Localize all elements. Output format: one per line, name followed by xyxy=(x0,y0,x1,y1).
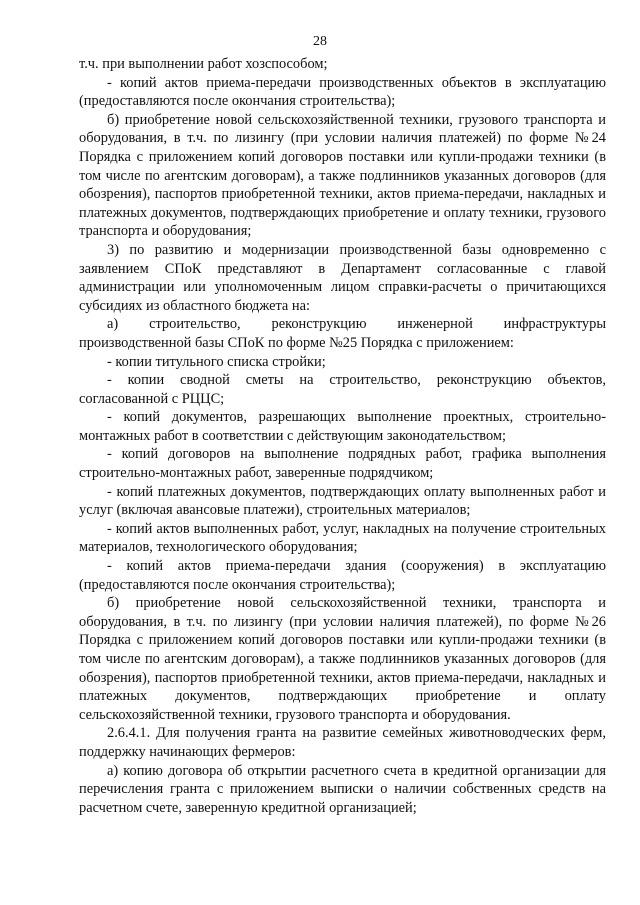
paragraph: б) приобретение новой сельскохозяйственной техники, транспорта и оборудования, в т.ч. по лизингу (при условии наличия платежей), по форме №26 Порядка с приложением копий договоров поставки или купли-продажи техники (в том числе по агентским договорам), а также подлинников указанных договоров (для обозрения), паспортов приобретенной техники, актов приема-передачи, накладных и платежных документов, подтверждающих приобретение и оплату сельскохозяйственной техники, грузового транспорта и оборудования. xyxy=(79,595,606,723)
document-body xyxy=(79,55,606,817)
paragraph: - копий актов приема-передачи здания (сооружения) в эксплуатацию (предоставляются после окончания строительства); xyxy=(79,558,606,593)
paragraph: б) приобретение новой сельскохозяйственной техники, грузового транспорта и оборудования, в т.ч. по лизингу (при условии наличия платежей) по форме №24 Порядка с приложением копий договоров поставки или купли-продажи техники (в том числе по агентским договорам), а также подлинников указанных договоров (для обозрения), паспортов приобретенной техники, актов приема-передачи, накладных и платежных документов, подтверждающих приобретение и оплату техники, грузового транспорта и оборудования; xyxy=(79,111,606,240)
paragraph: - копий платежных документов, подтверждающих оплату выполненных работ и услуг (включая авансовые платежи), строительных материалов; xyxy=(79,483,606,519)
paragraph: - копии титульного списка стройки; xyxy=(107,353,326,370)
paragraph: - копий документов, разрешающих выполнение проектных, строительно-монтажных работ в соответствии с действующим законодательством; xyxy=(79,409,606,444)
paragraph: 2.6.4.1. Для получения гранта на развитие семейных животноводческих ферм, поддержку начинающих фермеров: xyxy=(79,725,606,760)
paragraph: а) строительство, реконструкцию инженерной инфраструктуры производственной базы СПоК по форме №25 Порядка с приложением: xyxy=(79,316,606,351)
paragraph: а) копию договора об открытии расчетного счета в кредитной организации для перечисления гранта с приложением выписки о наличии собственных средств на расчетном счете, заверенную кредитной организацией; xyxy=(79,762,606,816)
paragraph: - копий актов выполненных работ, услуг, накладных на получение строительных материалов, технологического оборудования; xyxy=(79,520,606,556)
paragraph: - копии сводной сметы на строительство, реконструкцию объектов, согласованной с РЦЦС; xyxy=(79,372,606,407)
paragraph: 3) по развитию и модернизации производственной базы одновременно с заявлением СПоК представляют в Департамент согласованные с главой администрации или уполномоченным лицом справки-расчеты о причитающихся субсидиях из областного бюджета на: xyxy=(79,241,606,314)
paragraph: - копий актов приема-передачи производственных объектов в эксплуатацию (предоставляются после окончания строительства); xyxy=(79,74,606,110)
paragraph: - копий договоров на выполнение подрядных работ, графика выполнения строительно-монтажных работ, заверенные подрядчиком; xyxy=(79,446,606,482)
paragraph: т.ч. при выполнении работ хозспособом; xyxy=(79,56,328,72)
page-number: 28 xyxy=(313,34,327,49)
